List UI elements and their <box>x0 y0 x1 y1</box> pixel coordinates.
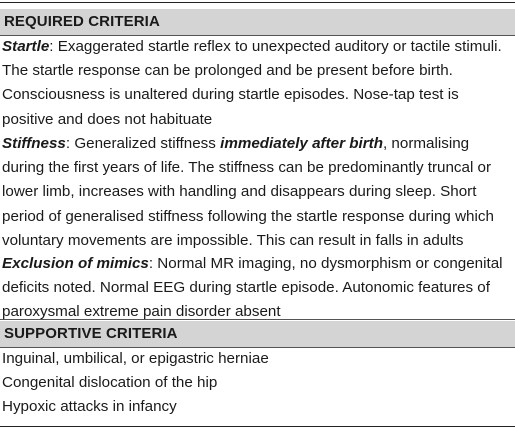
stiffness-description-start: : Generalized stiffness <box>65 135 221 152</box>
startle-term: Startle <box>2 38 50 55</box>
supportive-item-herniae: Inguinal, umbilical, or epigastric herniae <box>2 350 269 367</box>
table-bottom-rule <box>0 426 515 427</box>
startle-criterion <box>2 35 510 132</box>
required-criteria-header: REQUIRED CRITERIA <box>0 9 515 35</box>
supportive-top-rule <box>0 319 515 320</box>
stiffness-description-end: , normalising during the first years of life. The stiffness can be predominantly truncal or lower limb, increases with handling and disappears during sleep. Short period of generalised stiffness following the startle response during which voluntary movements are impossible. This can result in falls in adults <box>2 135 494 249</box>
stiffness-term: Stiffness <box>2 135 66 152</box>
stiffness-criterion <box>2 132 510 253</box>
exclusion-description: : Normal MR imaging, no dysmorphism or congenital deficits noted. Normal EEG during startle episode. Autonomic features of paroxysmal extreme pain disorder absent <box>2 255 503 321</box>
exclusion-term: Exclusion of mimics <box>2 255 149 272</box>
supportive-criteria-header: SUPPORTIVE CRITERIA <box>0 321 515 347</box>
table-top-rule <box>0 2 515 3</box>
supportive-item-hypoxic-attacks: Hypoxic attacks in infancy <box>2 398 177 415</box>
exclusion-criterion <box>2 252 510 325</box>
stiffness-emphasis: immediately after birth <box>220 135 383 152</box>
startle-description: : Exaggerated startle reflex to unexpected auditory or tactile stimuli. The startle response can be prolonged and be present before birth. Consciousness is unaltered during startle episodes. Nose-tap test is positive and does not habituate <box>2 38 502 128</box>
supportive-item-hip-dislocation: Congenital dislocation of the hip <box>2 374 218 391</box>
